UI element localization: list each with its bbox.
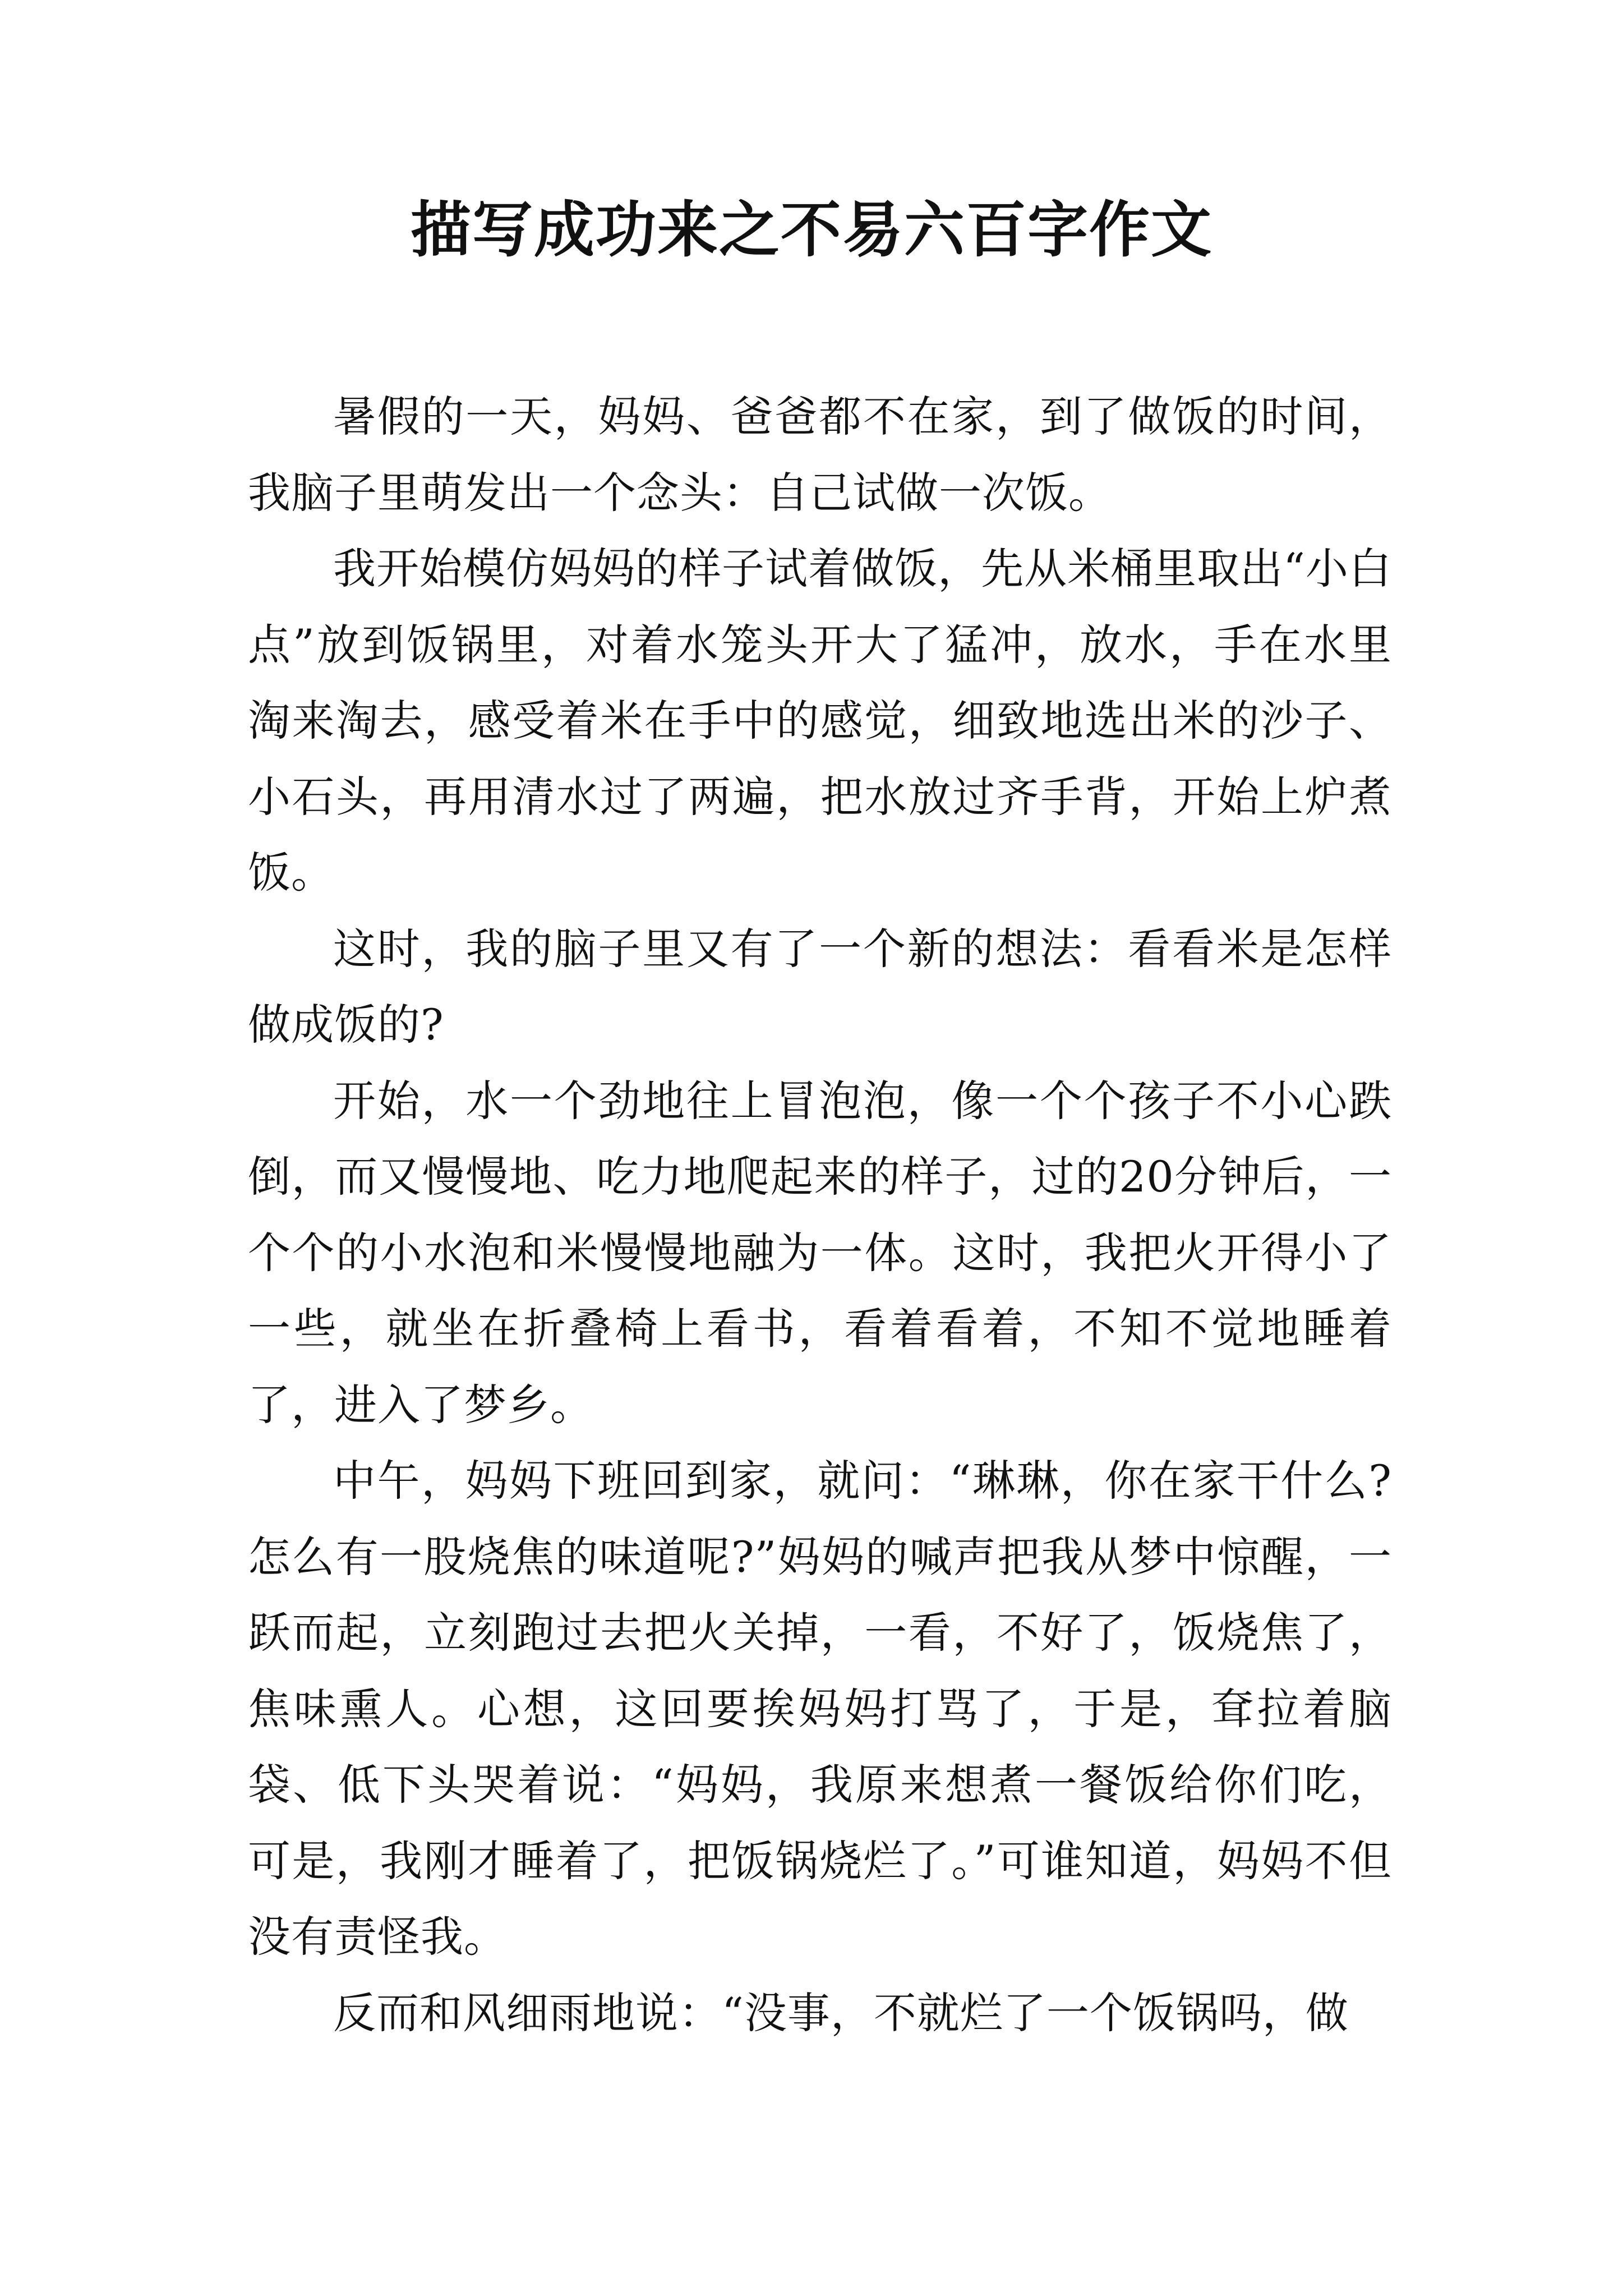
- paragraph: 反而和风细雨地说：“没事，不就烂了一个饭锅吗，做: [333, 1987, 1349, 2038]
- paragraph: 这时，我的脑子里又有了一个新的想法：看看米是怎样做成饭的?: [248, 923, 1392, 1050]
- paragraph: 开始，水一个劲地往上冒泡泡，像一个个孩子不小心跌倒，而又慢慢地、吃力地爬起来的样子，过的20分钟后，一个个的小水泡和米慢慢地融为一体。这时，我把火开得小了一些，就坐在折叠椅上看书，看着看着，不知不觉地睡着了，进入了梦乡。: [248, 1075, 1392, 1430]
- paragraph: 暑假的一天，妈妈、爸爸都不在家，到了做饭的时间，我脑子里萌发出一个念头：自己试做一次饭。: [248, 392, 1392, 518]
- paragraph: 我开始模仿妈妈的样子试着做饭，先从米桶里取出“小白点”放到饭锅里，对着水笼头开大了猛冲，放水，手在水里淘来淘去，感受着米在手中的感觉，细致地选出米的沙子、小石头，再用清水过了两遍，把水放过齐手背，开始上炉煮饭。: [248, 544, 1392, 898]
- essay-body: [248, 379, 1392, 2051]
- page-title: 描写成功来之不易六百字作文: [410, 195, 1212, 265]
- paragraph: 中午，妈妈下班回到家，就问：“琳琳，你在家干什么?怎么有一股烧焦的味道呢?”妈妈的喊声把我从梦中惊醒，一跃而起，立刻跑过去把火关掉，一看，不好了，饭烧焦了，焦味熏人。心想，这回要挨妈妈打骂了，于是，耷拉着脑袋、低下头哭着说：“妈妈，我原来想煮一餐饭给你们吃，可是，我刚才睡着了，把饭锅烧烂了。”可谁知道，妈妈不但没有责怪我。: [248, 1456, 1392, 1962]
